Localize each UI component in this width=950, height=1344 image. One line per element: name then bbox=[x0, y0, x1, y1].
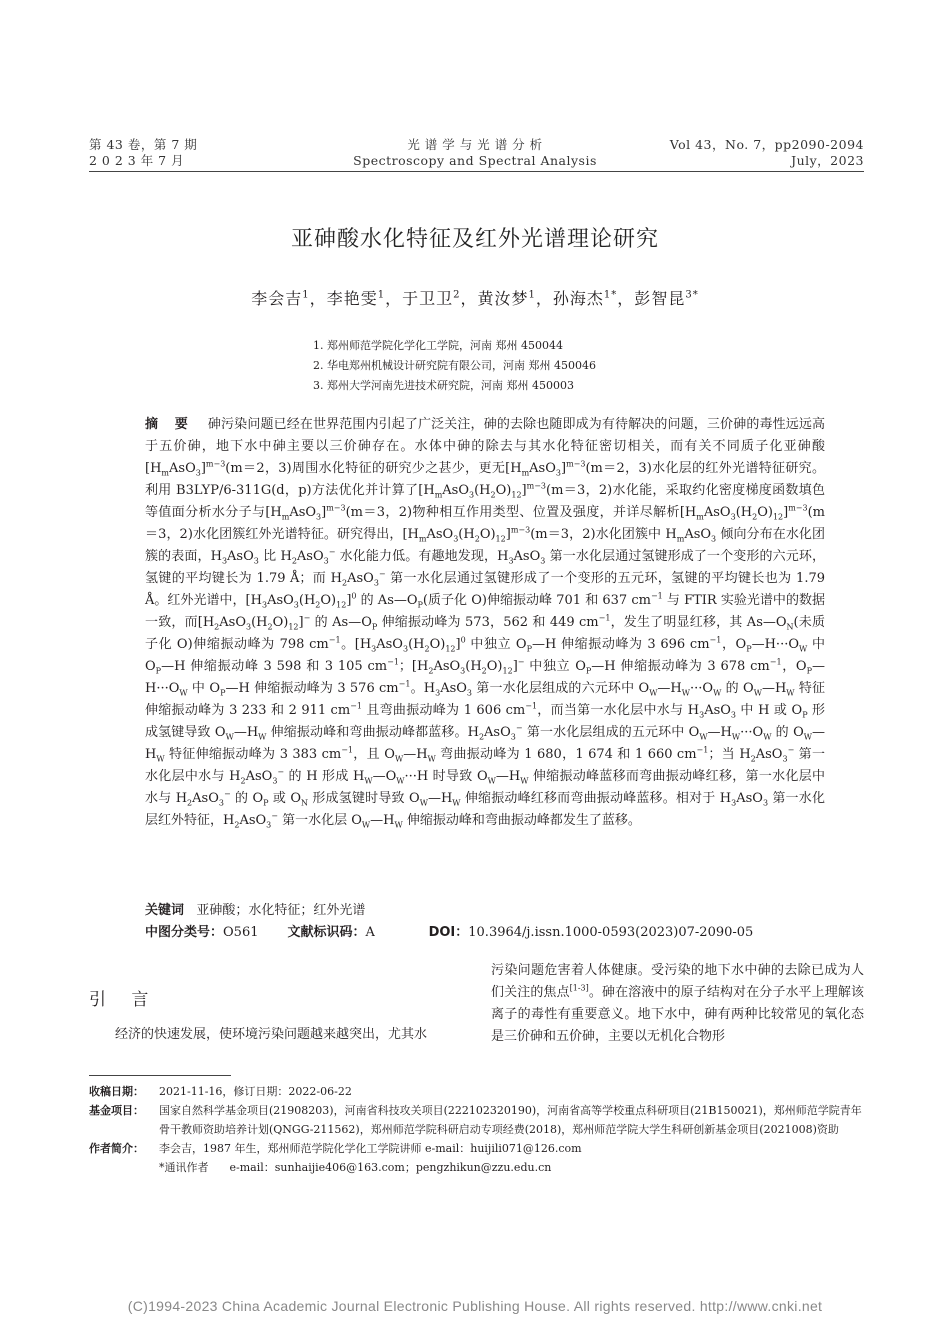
citation[interactable]: [1-3] bbox=[569, 983, 589, 993]
journal-name bbox=[290, 137, 660, 169]
classification: 中图分类号：O561 文献标识码：A DOI：10.3964/j.issn.1000-0593(2023)07-2090-05 bbox=[145, 925, 754, 940]
author-list: 李会吉$^1$，李艳雯$^1$，于卫卫$^2$，黄汝梦$^1$，孙海杰$^{1*}$，彭智昆$^{3*}$ bbox=[251, 289, 699, 308]
volume-issue: 第 43 卷，第 7 期 bbox=[89, 137, 198, 152]
author: 彭智昆$^{3*}$ bbox=[634, 289, 699, 308]
section-heading-introduction: 引 言 bbox=[89, 990, 159, 1010]
affiliation-2: 2. 华电郑州机械设计研究院有限公司，河南 郑州 450046 bbox=[313, 359, 596, 372]
author: 黄汝梦$^1$ bbox=[477, 289, 536, 308]
funding: 基金项目： 国家自然科学基金项目(21908203)，河南省科技攻关项目(222102320190)，河南省高等学校重点科研项目(21B150021)，郑州师范学院青年骨干教师资助培养计划(QNGG-211562)，郑州师范学院科研启动专项经费(2018)，郑州师范学院大学生科研创新基金项目(2021008)资助 bbox=[89, 1104, 862, 1136]
author-bio: 作者简介： 李会吉，1987 年生，郑州师范学院化学化工学院讲师 e-mail：huijili071@126.com bbox=[89, 1142, 582, 1155]
footnote-rule bbox=[89, 1075, 231, 1076]
intro-right-column: 污染问题危害着人体健康。受污染的地下水中砷的去除已成为人们关注的焦点[1-3]。砷在溶液中的原子结构对在分子水平上理解该离子的毒性有重要意义。地下水中，砷有两种比较常见的氧化态是三价砷和五价砷，主要以无机化合物形 bbox=[491, 963, 864, 1044]
affiliation-1: 1. 郑州师范学院化学化工学院，河南 郑州 450044 bbox=[313, 339, 563, 352]
keywords-block bbox=[145, 900, 753, 944]
author: 李艳雯$^1$ bbox=[326, 289, 386, 308]
footnotes bbox=[89, 1082, 864, 1177]
corresponding-author: *通讯作者 e-mail：sunhaijie406@163.com；pengzhikun@zzu.edu.cn bbox=[159, 1161, 552, 1174]
affiliation-3: 3. 郑州大学河南先进技术研究院，河南 郑州 450003 bbox=[313, 379, 574, 392]
abstract: 摘 要 砷污染问题已经在世界范围内引起了广泛关注，砷的去除也随即成为有待解决的问题，三价砷的毒性远远高于五价砷，地下水中砷主要以三价砷存在。水体中砷的除去与其水化特征密切相关，而有关不同质子化亚砷酸$[H_mAsO_3]^{m-3}(m=2$，3)周围水化特征的研究少之甚少，更无$[H_mAsO_3]^{m-3}(m=2$，3)水化层的红外光谱特征研究。利用 B3LYP/6-311G(d，p)方法优化并计算了$[H_mAsO_3(H_2O)_{12}]^{m-3}(m=3$，2)水化能，采取约化密度梯度函数填色等值面分析水分子与$[H_mAsO_3]^{m-3}(m=3$，2)物种相互作用类型、位置及强度，并详尽解析$[H_mAsO_3(H_2O)_{12}]^{m-3}(m=3$，2)水化团簇红外光谱特征。研究得出，$[H_mAsO_3(H_2O)_{12}]^{m-3}(m=3$，2)水化团簇中 $H_mAsO_3$ 倾向分布在水化团簇的表面，$H_3AsO_3$ 比 $H_2AsO_3^-$ 水化能力低。有趣地发现，$H_3AsO_3$ 第一水化层通过氢键形成了一个变形的六元环，氢键的平均键长为 1.79 Å；而 $H_2AsO_3^-$ 第一水化层通过氢键形成了一个变形的五元环，氢键的平均键长也为 1.79 Å。红外光谱中，$[H_3AsO_3(H_2O)_{12}]^0$ 的 $As—O_P$(质子化 O)伸缩振动峰 701 和 637 $cm^{-1}$ 与 FTIR 实验光谱中的数据一致，而$[H_2AsO_3(H_2O)_{12}]^-$ 的 $As—O_P$ 伸缩振动峰为 573，562 和 449 $cm^{-1}$，发生了明显红移，其 $As—O_N$(未质子化 O)伸缩振动峰为 798 $cm^{-1}$。$[H_3AsO_3(H_2O)_{12}]^0$ 中独立 $O_P—H$ 伸缩振动峰为 3 696 $cm^{-1}$，$O_P—H\cdot\cdot\cdot O_W$ 中 $O_P—H$ 伸缩振动峰 3 598 和 3 105 $cm^{-1}$；$[H_2AsO_3(H_2O)_{12}]^-$ 中独立 $O_P—H$ 伸缩振动峰为 3 678 $cm^{-1}$，$O_P—H\cdot\cdot\cdot O_W$ 中 $O_P—H$ 伸缩振动峰为 3 576 $cm^{-1}$。$H_3AsO_3$ 第一水化层组成的六元环中 $O_W—H_W\cdot\cdot\cdot O_W$ 的 $O_W—H_W$ 特征伸缩振动峰为 3 233 和 2 911 $cm^{-1}$ 且弯曲振动峰为 1 606 $cm^{-1}$，而当第一水化层中水与 $H_3AsO_3$ 中 H 或 $O_P$ 形成氢键导致 $O_W—H_W$ 伸缩振动峰和弯曲振动峰都蓝移。$H_2AsO_3^-$ 第一水化层组成的五元环中 $O_W—H_W\cdot\cdot\cdot O_W$ 的 $O_W—H_W$ 特征伸缩振动峰为 3 383 $cm^{-1}$，且 $O_W—H_W$ 弯曲振动峰为 1 680，1 674 和 1 660 $cm^{-1}$；当 $H_2AsO_3^-$ 第一水化层中水与 $H_2AsO_3^-$ 的 H 形成 $H_W—O_W\cdot\cdot\cdot H$ 时导致 $O_W—H_W$ 伸缩振动峰蓝移而弯曲振动峰红移，第一水化层中水与 $H_2AsO_3^-$ 的 $O_P$ 或 $O_N$ 形成氢键时导致 $O_W—H_W$ 伸缩振动峰红移而弯曲振动峰蓝移。相对于 $H_3AsO_3$ 第一水化层红外特征，$H_2AsO_3^-$ 第一水化层 $O_W—H_W$ 伸缩振动峰和弯曲振动峰都发生了蓝移。 bbox=[145, 417, 826, 830]
journal-name-cn: 光 谱 学 与 光 谱 分 析 bbox=[407, 137, 543, 152]
author: 孙海杰$^{1*}$ bbox=[552, 289, 618, 308]
journal-volume-info bbox=[89, 137, 197, 169]
header-rule bbox=[89, 171, 864, 172]
journal-pages-info bbox=[640, 137, 864, 169]
abstract-label: 摘 要 bbox=[145, 417, 194, 432]
received-date: 收稿日期： 2021-11-16，修订日期：2022-06-22 bbox=[89, 1085, 352, 1098]
keywords: 关键词 亚砷酸；水化特征；红外光谱 bbox=[145, 903, 366, 918]
vol-pages: Vol 43，No. 7，pp2090-2094 bbox=[669, 137, 864, 152]
author: 于卫卫$^2$ bbox=[402, 289, 461, 308]
intro-left-column: 经济的快速发展，使环境污染问题越来越突出，尤其水 bbox=[115, 1027, 428, 1042]
copyright-notice: (C)1994-2023 China Academic Journal Electronic Publishing House. All rights reserved. http://www.cnki.net bbox=[127, 1298, 823, 1314]
month-year: July，2023 bbox=[791, 153, 864, 168]
publication-date: 2 0 2 3 年 7 月 bbox=[89, 153, 185, 168]
paper-title: 亚砷酸水化特征及红外光谱理论研究 bbox=[290, 227, 659, 252]
journal-name-en: Spectroscopy and Spectral Analysis bbox=[353, 153, 597, 168]
author: 李会吉$^1$ bbox=[251, 289, 310, 308]
